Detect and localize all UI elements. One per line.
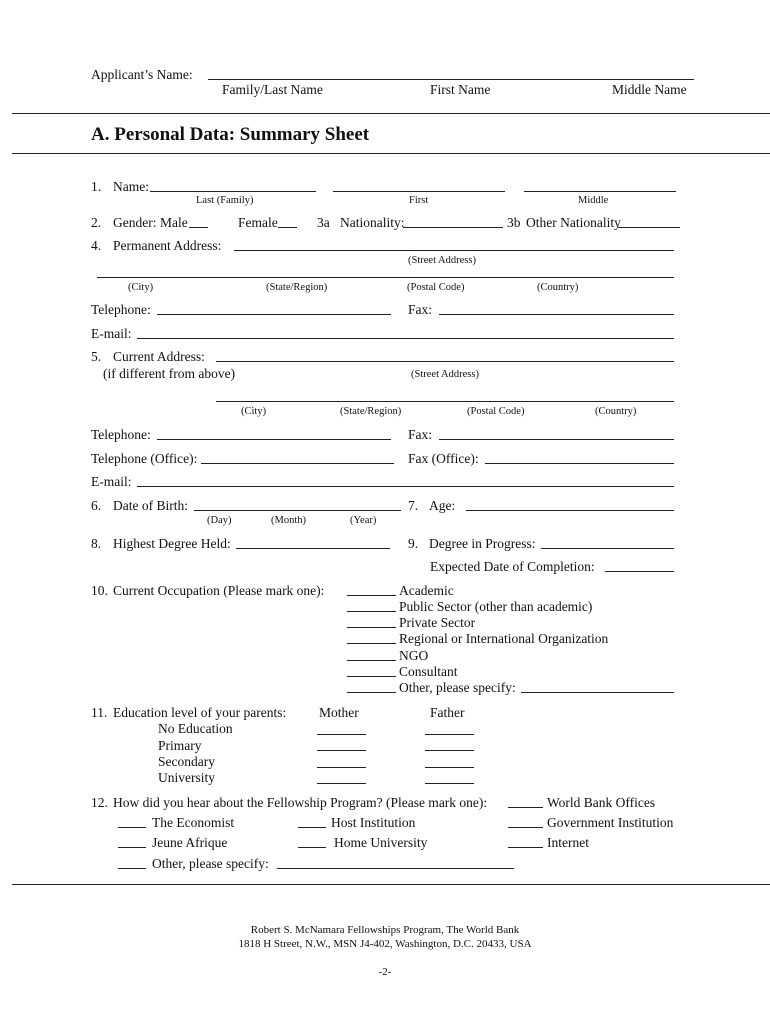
- footer-organization: Robert S. McNamara Fellowships Program, The World Bank: [250, 924, 520, 936]
- fax-office-field[interactable]: [485, 463, 674, 464]
- mother-university-field[interactable]: [317, 783, 366, 784]
- father-secondary-field[interactable]: [425, 767, 474, 768]
- applicant-name-field[interactable]: [208, 79, 694, 80]
- government-institution-field[interactable]: [508, 827, 543, 828]
- email-field[interactable]: [137, 338, 674, 339]
- other-nationality-label: Other Nationality: [526, 215, 621, 230]
- occupation-regional-field[interactable]: [347, 643, 396, 644]
- hear-other-field[interactable]: [118, 868, 146, 869]
- permanent-street-field[interactable]: [234, 250, 674, 251]
- email-label: E-mail:: [91, 326, 132, 341]
- q4-number: 4.: [91, 238, 102, 253]
- mother-primary-field[interactable]: [317, 750, 366, 751]
- world-bank-offices-label: World Bank Offices: [547, 795, 656, 810]
- highest-degree-field[interactable]: [236, 548, 390, 549]
- fax-2-field[interactable]: [439, 439, 674, 440]
- q2-number: 2.: [91, 215, 102, 230]
- permanent-postal-caption: (Postal Code): [407, 282, 465, 293]
- occupation-regional-label: Regional or International Organization: [399, 631, 609, 646]
- current-city-line-field[interactable]: [216, 401, 674, 402]
- gender-label: Gender:: [113, 215, 157, 230]
- current-occupation-label: Current Occupation (Please mark one):: [113, 583, 325, 598]
- header-divider: [12, 113, 770, 114]
- first-name-field[interactable]: [333, 191, 505, 192]
- economist-label: The Economist: [152, 815, 235, 830]
- q7-number: 7.: [408, 498, 419, 513]
- occupation-ngo-field[interactable]: [347, 660, 396, 661]
- highest-degree-label: Highest Degree Held:: [113, 536, 231, 551]
- home-university-field[interactable]: [298, 847, 326, 848]
- email-2-label: E-mail:: [91, 474, 132, 489]
- q11-number: 11.: [91, 705, 108, 720]
- q6-number: 6.: [91, 498, 102, 513]
- current-address-label: Current Address:: [113, 349, 205, 364]
- current-street-field[interactable]: [216, 361, 674, 362]
- mother-no-education-field[interactable]: [317, 734, 366, 735]
- occupation-public-sector-label: Public Sector (other than academic): [399, 599, 593, 614]
- occupation-academic-label: Academic: [399, 583, 454, 598]
- page-number: -2-: [378, 966, 392, 978]
- jeune-afrique-field[interactable]: [118, 847, 146, 848]
- occupation-consultant-label: Consultant: [399, 664, 458, 679]
- education-parents-label: Education level of your parents:: [113, 705, 287, 720]
- q1-number: 1.: [91, 179, 102, 194]
- date-of-birth-label: Date of Birth:: [113, 498, 188, 513]
- q9-number: 9.: [408, 536, 419, 551]
- first-caption: First: [409, 195, 429, 206]
- permanent-city-caption: (City): [128, 282, 154, 293]
- female-field[interactable]: [278, 227, 297, 228]
- permanent-street-caption: (Street Address): [408, 255, 476, 266]
- last-family-caption: Last (Family): [196, 195, 254, 206]
- family-last-name-caption: Family/Last Name: [222, 82, 323, 97]
- level-no-education-label: No Education: [158, 721, 233, 736]
- male-field[interactable]: [189, 227, 208, 228]
- occupation-private-sector-field[interactable]: [347, 627, 396, 628]
- current-postal-caption: (Postal Code): [467, 406, 525, 417]
- fax-label: Fax:: [408, 302, 433, 317]
- telephone-2-label: Telephone:: [91, 427, 151, 442]
- current-address-note: (if different from above): [103, 366, 236, 381]
- hear-other-specify-field[interactable]: [277, 868, 514, 869]
- occupation-other-label: Other, please specify:: [399, 680, 516, 695]
- home-university-label: Home University: [334, 835, 428, 850]
- permanent-state-caption: (State/Region): [266, 282, 328, 293]
- government-institution-label: Government Institution: [547, 815, 674, 830]
- q5-number: 5.: [91, 349, 102, 364]
- q12-number: 12.: [91, 795, 108, 810]
- day-caption: (Day): [207, 515, 232, 526]
- economist-field[interactable]: [118, 827, 146, 828]
- internet-field[interactable]: [508, 847, 543, 848]
- fax-office-label: Fax (Office):: [408, 451, 479, 466]
- current-country-caption: (Country): [595, 406, 637, 417]
- occupation-consultant-field[interactable]: [347, 676, 396, 677]
- father-heading: Father: [430, 705, 465, 720]
- other-nationality-field[interactable]: [618, 227, 680, 228]
- degree-in-progress-label: Degree in Progress:: [429, 536, 536, 551]
- expected-completion-label: Expected Date of Completion:: [430, 559, 595, 574]
- occupation-other-field[interactable]: [347, 692, 396, 693]
- occupation-private-sector-label: Private Sector: [399, 615, 476, 630]
- hear-other-label: Other, please specify:: [152, 856, 269, 871]
- mother-heading: Mother: [319, 705, 359, 720]
- current-city-caption: (City): [241, 406, 267, 417]
- internet-label: Internet: [547, 835, 589, 850]
- degree-in-progress-field[interactable]: [541, 548, 674, 549]
- telephone-2-field[interactable]: [157, 439, 391, 440]
- father-no-education-field[interactable]: [425, 734, 474, 735]
- applicant-name-label: Applicant’s Name:: [91, 67, 193, 82]
- permanent-address-label: Permanent Address:: [113, 238, 222, 253]
- father-primary-field[interactable]: [425, 750, 474, 751]
- nationality-field[interactable]: [403, 227, 503, 228]
- last-name-field[interactable]: [150, 191, 316, 192]
- host-institution-field[interactable]: [298, 827, 326, 828]
- fax-field[interactable]: [439, 314, 674, 315]
- female-label: Female: [238, 215, 278, 230]
- page-title: A. Personal Data: Summary Sheet: [91, 124, 370, 145]
- level-university-label: University: [158, 770, 215, 785]
- fax-2-label: Fax:: [408, 427, 433, 442]
- month-caption: (Month): [271, 515, 306, 526]
- telephone-office-label: Telephone (Office):: [91, 451, 198, 466]
- middle-name-caption: Middle Name: [612, 82, 687, 97]
- q8-number: 8.: [91, 536, 102, 551]
- q3b-number: 3b: [507, 215, 521, 230]
- middle-caption: Middle: [578, 195, 609, 206]
- world-bank-offices-field[interactable]: [508, 807, 543, 808]
- q3a-number: 3a: [317, 215, 330, 230]
- occupation-other-specify-field[interactable]: [521, 692, 674, 693]
- date-of-birth-field[interactable]: [194, 510, 401, 511]
- age-field[interactable]: [466, 510, 674, 511]
- q10-number: 10.: [91, 583, 108, 598]
- host-institution-label: Host Institution: [331, 815, 416, 830]
- first-name-caption: First Name: [430, 82, 491, 97]
- nationality-label: Nationality:: [340, 215, 405, 230]
- telephone-label: Telephone:: [91, 302, 151, 317]
- occupation-ngo-label: NGO: [399, 648, 429, 663]
- age-label: Age:: [429, 498, 456, 513]
- current-street-caption: (Street Address): [411, 369, 479, 380]
- jeune-afrique-label: Jeune Afrique: [152, 835, 228, 850]
- current-state-caption: (State/Region): [340, 406, 402, 417]
- middle-name-field[interactable]: [524, 191, 676, 192]
- hear-about-label: How did you hear about the Fellowship Program? (Please mark one):: [113, 795, 488, 810]
- mother-secondary-field[interactable]: [317, 767, 366, 768]
- male-label: Male: [160, 215, 188, 230]
- occupation-public-sector-field[interactable]: [347, 611, 396, 612]
- footer-divider: [12, 884, 770, 885]
- permanent-country-caption: (Country): [537, 282, 579, 293]
- occupation-academic-field[interactable]: [347, 595, 396, 596]
- father-university-field[interactable]: [425, 783, 474, 784]
- level-primary-label: Primary: [158, 738, 202, 753]
- title-divider: [12, 153, 770, 154]
- expected-completion-field[interactable]: [605, 571, 674, 572]
- year-caption: (Year): [350, 515, 377, 526]
- q1-label: Name:: [113, 179, 149, 194]
- telephone-office-field[interactable]: [201, 463, 394, 464]
- telephone-field[interactable]: [157, 314, 391, 315]
- email-2-field[interactable]: [137, 486, 674, 487]
- level-secondary-label: Secondary: [158, 754, 215, 769]
- footer-address: 1818 H Street, N.W., MSN J4-402, Washington, D.C. 20433, USA: [238, 938, 532, 950]
- permanent-city-line-field[interactable]: [97, 277, 674, 278]
